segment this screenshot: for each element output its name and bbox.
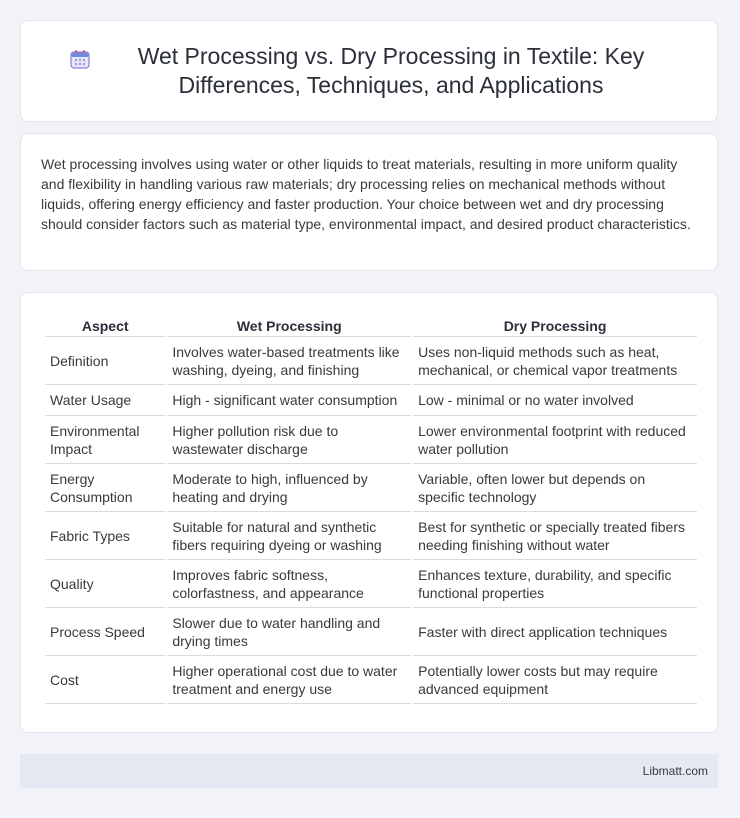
summary-text: Wet processing involves using water or other liquids to treat materials, resulting in more uniform quality and flexibility in handling various raw materials; dry processing relies on mechanical methods without liquids, offering energy efficiency and faster production. Your choice between wet and dry processing should consider factors such as material type, environmental impact, and desired product characteristics.	[41, 156, 691, 232]
table-row	[45, 385, 697, 416]
footer-brand[interactable]: Libmatt.com	[642, 764, 708, 778]
header-dry-processing: Dry Processing	[413, 315, 697, 337]
header-wet-processing: Wet Processing	[167, 315, 411, 337]
aspect-cell: Fabric Types	[45, 512, 165, 560]
aspect-cell: Definition	[45, 337, 165, 385]
dry-cell: Low - minimal or no water involved	[413, 385, 697, 416]
table-row	[45, 337, 697, 385]
wet-cell: Higher pollution risk due to wastewater discharge	[167, 416, 411, 464]
dry-cell: Best for synthetic or specially treated fibers needing finishing without water	[413, 512, 697, 560]
summary-card	[20, 133, 718, 271]
wet-cell: High - significant water consumption	[167, 385, 411, 416]
table-header-row	[45, 315, 697, 337]
calendar-icon	[69, 48, 91, 70]
header-aspect: Aspect	[45, 315, 165, 337]
dry-cell: Variable, often lower but depends on specific technology	[413, 464, 697, 512]
page-title: Wet Processing vs. Dry Processing in Textile: Key Differences, Techniques, and Applications	[137, 43, 645, 98]
aspect-cell: Environmental Impact	[45, 416, 165, 464]
dry-cell: Uses non-liquid methods such as heat, mechanical, or chemical vapor treatments	[413, 337, 697, 385]
table-row	[45, 560, 697, 608]
wet-cell: Improves fabric softness, colorfastness, and appearance	[167, 560, 411, 608]
aspect-cell: Energy Consumption	[45, 464, 165, 512]
comparison-table	[43, 315, 699, 704]
dry-cell: Potentially lower costs but may require advanced equipment	[413, 656, 697, 704]
title-card	[20, 20, 718, 122]
aspect-cell: Process Speed	[45, 608, 165, 656]
aspect-cell: Quality	[45, 560, 165, 608]
title-wrap	[69, 42, 669, 100]
table-row	[45, 512, 697, 560]
aspect-cell: Water Usage	[45, 385, 165, 416]
table-row	[45, 608, 697, 656]
table-row	[45, 656, 697, 704]
wet-cell: Suitable for natural and synthetic fibers requiring dyeing or washing	[167, 512, 411, 560]
table-row	[45, 464, 697, 512]
footer	[20, 754, 718, 788]
dry-cell: Faster with direct application techniques	[413, 608, 697, 656]
wet-cell: Slower due to water handling and drying times	[167, 608, 411, 656]
table-row	[45, 416, 697, 464]
dry-cell: Enhances texture, durability, and specific functional properties	[413, 560, 697, 608]
aspect-cell: Cost	[45, 656, 165, 704]
wet-cell: Moderate to high, influenced by heating and drying	[167, 464, 411, 512]
wet-cell: Involves water-based treatments like washing, dyeing, and finishing	[167, 337, 411, 385]
wet-cell: Higher operational cost due to water treatment and energy use	[167, 656, 411, 704]
comparison-card	[20, 292, 718, 733]
dry-cell: Lower environmental footprint with reduced water pollution	[413, 416, 697, 464]
